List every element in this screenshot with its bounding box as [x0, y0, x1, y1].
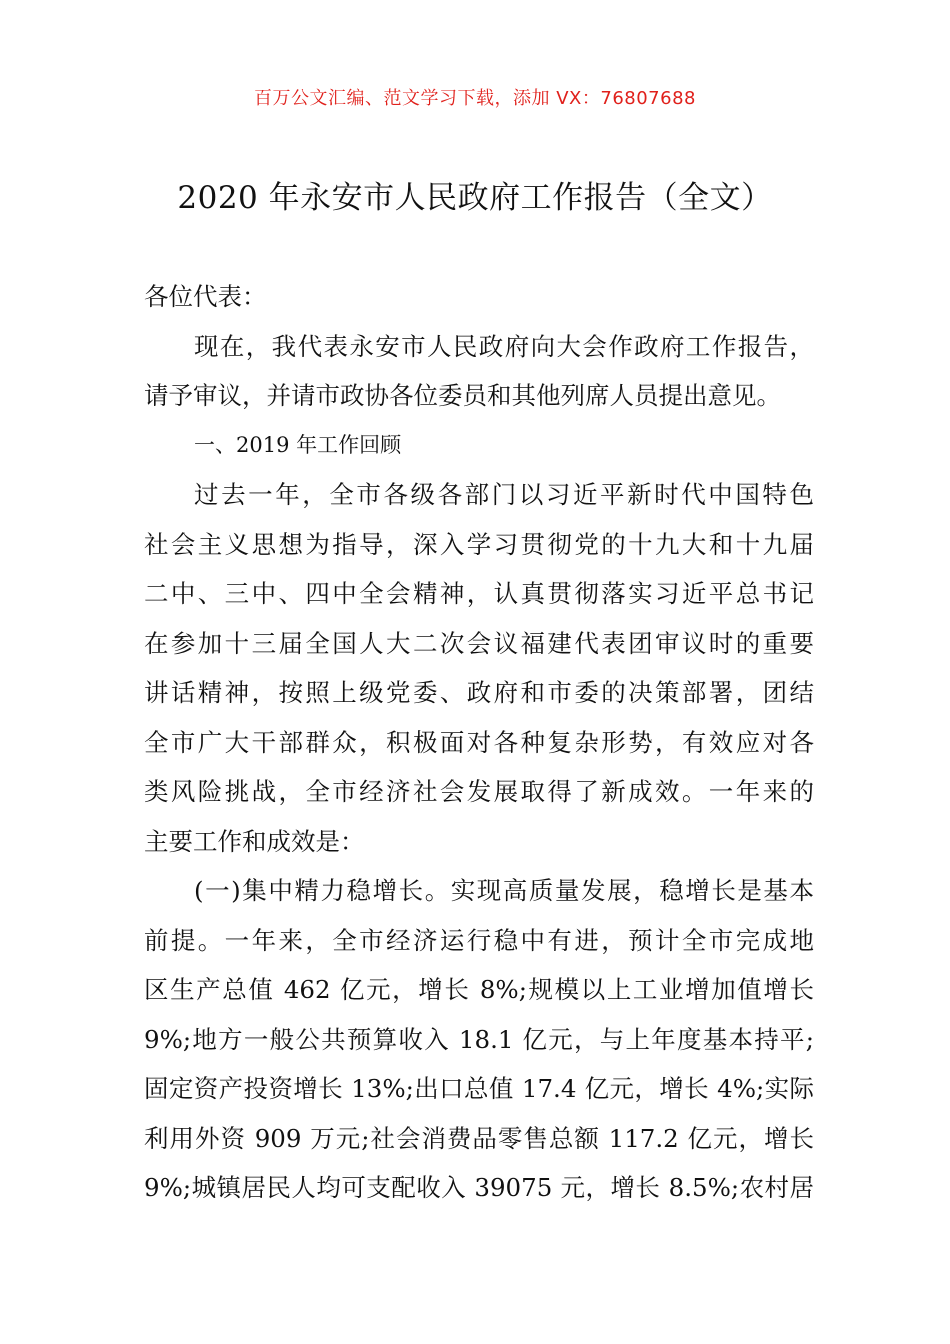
paragraph-line: 类风险挑战，全市经济社会发展取得了新成效。一年来的: [144, 777, 814, 806]
paragraph-line: (一)集中精力稳增长。实现高质量发展，稳增长是基本: [194, 876, 814, 905]
paragraph-line: 请予审议，并请市政协各位委员和其他列席人员提出意见。: [144, 381, 781, 410]
paragraph-line: 过去一年，全市各级各部门以习近平新时代中国特色: [194, 480, 814, 509]
paragraph-line: 9%;地方一般公共预算收入 18.1 亿元，与上年度基本持平;: [144, 1024, 814, 1054]
paragraph-line: 讲话精神，按照上级党委、政府和市委的决策部署，团结: [144, 678, 814, 707]
section-heading: 一、2019 年工作回顾: [194, 432, 402, 457]
salutation: 各位代表：: [144, 282, 267, 311]
document-body: [144, 272, 814, 1213]
paragraph-line: 区生产总值 462 亿元，增长 8%;规模以上工业增加值增长: [144, 975, 814, 1004]
document-title: 2020 年永安市人民政府工作报告（全文）: [177, 180, 773, 216]
paragraph-line: 固定资产投资增长 13%;出口总值 17.4 亿元，增长 4%;实际: [144, 1074, 814, 1103]
paragraph-line: 二中、三中、四中全会精神，认真贯彻落实习近平总书记: [144, 579, 814, 608]
paragraph-line: 全市广大干部群众，积极面对各种复杂形势，有效应对各: [144, 727, 814, 757]
paragraph-line: 在参加十三届全国人大二次会议福建代表团审议时的重要: [144, 628, 814, 658]
paragraph-line: 9%;城镇居民人均可支配收入 39075 元，增长 8.5%;农村居: [144, 1173, 814, 1202]
paragraph-line: 利用外资 909 万元;社会消费品零售总额 117.2 亿元，增长: [144, 1123, 814, 1153]
download-notice: 百万公文汇编、范文学习下载，添加 VX：76807688: [254, 88, 696, 109]
paragraph-line: 社会主义思想为指导，深入学习贯彻党的十九大和十九届: [144, 529, 814, 559]
paragraph-line: 现在，我代表永安市人民政府向大会作政府工作报告，: [194, 331, 814, 361]
paragraph-line: 主要工作和成效是：: [144, 826, 365, 856]
paragraph-line: 前提。一年来，全市经济运行稳中有进，预计全市完成地: [144, 925, 814, 955]
